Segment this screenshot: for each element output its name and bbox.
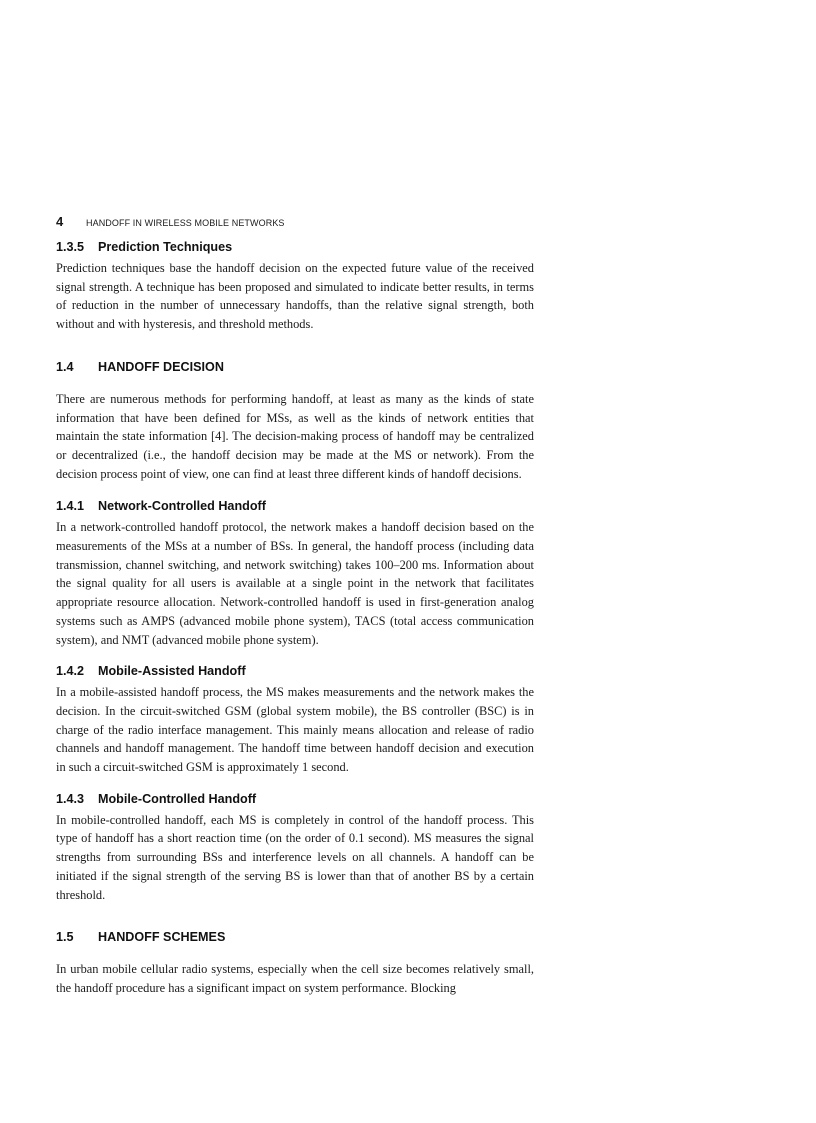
section-1-4 <box>56 360 534 484</box>
paragraph: In a network-controlled handoff protocol, the network makes a handoff decision based on the measurements of the MSs at a number of BSs. In general, the handoff process (including data transmission, channel switching, and network switching) takes 100–200 ms. Information about the signal quality for all users is available at a single point in the network that facilitates appropriate resource allocation. Network-controlled handoff is used in first-generation analog systems such as AMPS (advanced mobile phone system), TACS (total access communication system), and NMT (advanced mobile phone system). <box>56 520 534 647</box>
section-heading <box>56 930 534 944</box>
paragraph: Prediction techniques base the handoff decision on the expected future value of the received signal strength. A technique has been proposed and simulated to indicate better results, in terms of reduction in the number of unnecessary handoffs, than the relative signal strength, both without and with hysteresis, and threshold methods. <box>56 261 534 332</box>
paragraph: There are numerous methods for performing handoff, at least as many as the kinds of state information that have been defined for MSs, as well as the kinds of network entities that maintain the state information [4]. The decision-making process of handoff may be centralized or decentralized (i.e., the handoff decision may be made at the MS or network). From the decision process point of view, one can find at least three different kinds of handoff decisions. <box>56 391 534 481</box>
section-title: Prediction Techniques <box>98 240 233 254</box>
section-1-4-1 <box>56 499 534 649</box>
section-title: Mobile-Controlled Handoff <box>98 791 257 806</box>
section-1-5 <box>56 930 534 997</box>
paragraph: In mobile-controlled handoff, each MS is completely in control of the handoff process. This type of handoff has a short reaction time (on the order of 0.1 second). MS measures the signal strengths from surrounding BSs and interference levels on all channels. A handoff can be initiated if the signal strength of the serving BS is lower than that of another BS by a certain threshold. <box>56 812 534 902</box>
section-1-3-5 <box>56 240 534 334</box>
section-1-4-3 <box>56 792 534 905</box>
section-heading <box>56 240 534 254</box>
section-number: 1.4.2 <box>56 664 85 679</box>
section-title: HANDOFF DECISION <box>98 359 224 374</box>
page-number: 4 <box>56 214 64 229</box>
page-content <box>56 240 534 998</box>
section-number: 1.4.3 <box>56 791 85 806</box>
section-1-4-2 <box>56 664 534 777</box>
section-title: Mobile-Assisted Handoff <box>98 664 246 679</box>
section-heading <box>56 664 534 678</box>
section-number: 1.3.5 <box>56 240 85 254</box>
section-number: 1.4 <box>56 359 74 374</box>
paragraph: In a mobile-assisted handoff process, the MS makes measurements and the network makes the decision. In the circuit-switched GSM (global system mobile), the BS controller (BSC) is in charge of the radio interface management. This mainly means allocation and release of radio channels and handoff management. The handoff time between handoff decision and execution in such a circuit-switched GSM is approximately 1 second. <box>56 685 534 775</box>
running-title: HANDOFF IN WIRELESS MOBILE NETWORKS <box>86 218 285 228</box>
section-heading <box>56 360 534 374</box>
section-title: Network-Controlled Handoff <box>98 499 266 514</box>
page-header <box>56 213 536 231</box>
section-title: HANDOFF SCHEMES <box>98 930 226 945</box>
section-number: 1.5 <box>56 930 74 945</box>
paragraph: In urban mobile cellular radio systems, especially when the cell size becomes relatively small, the handoff procedure has a significant impact on system performance. Blocking <box>56 962 534 995</box>
section-heading <box>56 499 534 513</box>
section-heading <box>56 792 534 806</box>
section-number: 1.4.1 <box>56 499 85 514</box>
